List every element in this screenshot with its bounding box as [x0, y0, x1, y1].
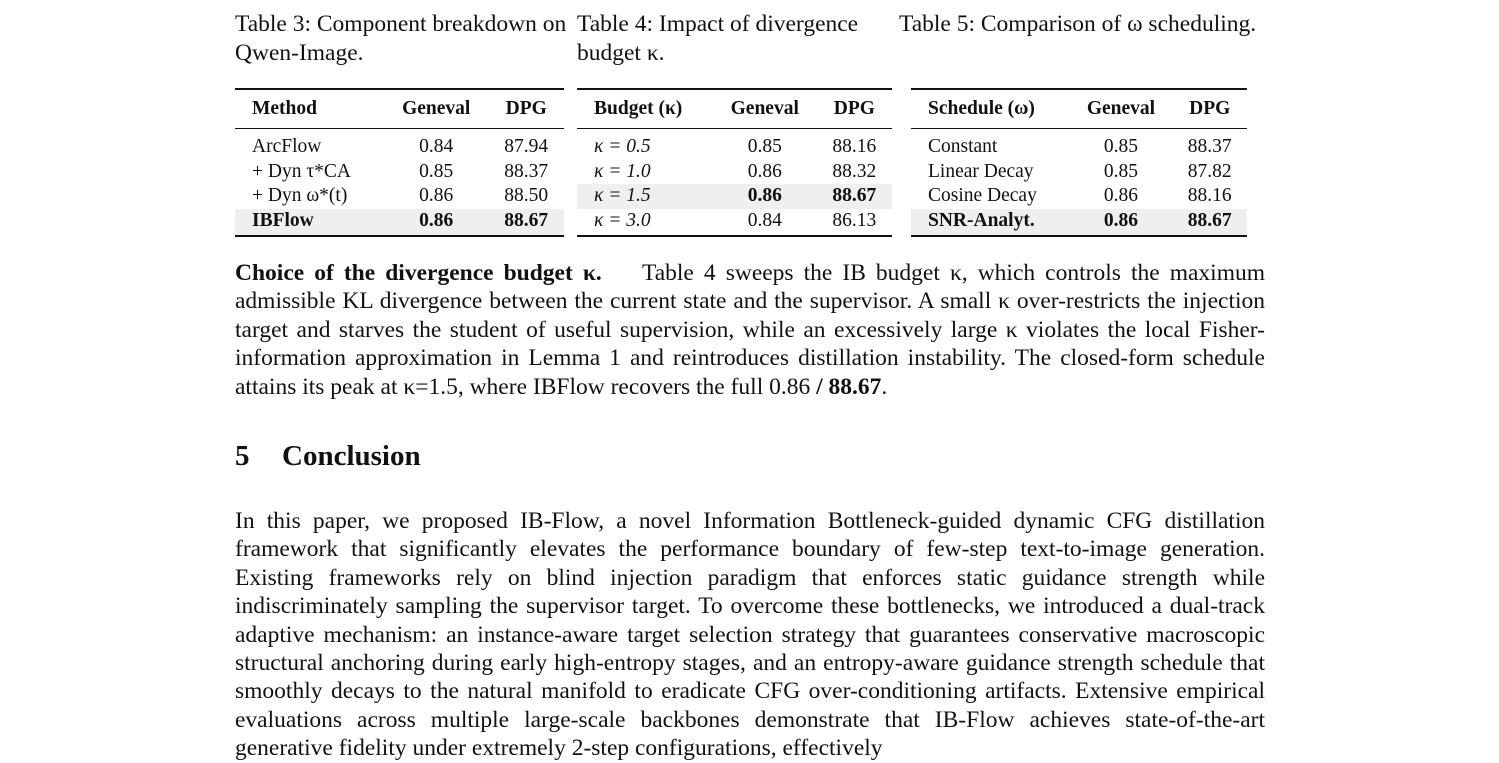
table3-dpg: 88.50 — [504, 185, 549, 206]
table4-dpg: 88.16 — [832, 136, 877, 157]
table5-dpg: 88.16 — [1187, 185, 1232, 206]
table4-geneval: 0.86 — [747, 160, 782, 182]
table5-geneval: 0.86 — [1070, 209, 1173, 237]
table5 — [911, 88, 1247, 237]
paragraph-heading: Choice of the divergence budget κ. — [235, 260, 602, 286]
table-row — [577, 209, 892, 237]
table4-budget: κ = 3.0 — [577, 209, 713, 237]
table4-dpg: 88.32 — [832, 160, 877, 182]
conclusion-paragraph: In this paper, we proposed IB-Flow, a novel Information Bottleneck-guided dynamic CFG distillation framework that significantly elevates the performance boundary of few-step text-to-image generation. Existing frameworks rely on blind injection paradigm that enforces static guidance strength while indiscriminately sampling the supervisor target. To overcome these bottlenecks, we introduced a dual-track adaptive mechanism: an instance-aware target selection strategy that guarantees conservative macroscopic structural anchoring during early high-entropy stages, and an entropy-aware guidance strength schedule that smoothly decays to the natural manifold to eradicate CFG over-conditioning artifacts. Extensive empirical evaluations across multiple large-scale backbones demonstrate that IB-Flow achieves state-of-the-art generative fidelity under extremely 2-step configurations, effectively — [235, 508, 1265, 762]
table4-geneval: 0.85 — [747, 136, 782, 157]
table3 — [235, 88, 564, 237]
table-row — [235, 160, 564, 185]
table5-dpg: 88.67 — [1172, 209, 1247, 237]
table4-header-budget: Budget (κ) — [577, 89, 713, 129]
table-row — [911, 160, 1247, 185]
table5-schedule: Cosine Decay — [928, 185, 1037, 206]
table4-block — [577, 10, 892, 68]
table3-header-geneval: Geneval — [384, 89, 488, 129]
table3-header-method: Method — [235, 89, 384, 129]
table4-header-dpg: DPG — [817, 89, 892, 129]
table4-geneval: 0.86 — [713, 184, 817, 209]
table5-caption: Table 5: Comparison of ω scheduling. — [899, 11, 1257, 37]
table-row-highlighted — [911, 209, 1247, 237]
table5-geneval: 0.85 — [1103, 136, 1139, 157]
table3-geneval: 0.85 — [419, 160, 454, 182]
table-row — [911, 129, 1247, 160]
table4-budget: κ = 1.5 — [577, 184, 713, 209]
table3-dpg: 87.94 — [504, 136, 549, 157]
table3-geneval: 0.84 — [419, 136, 454, 157]
section-title: Conclusion — [282, 440, 421, 472]
table5-schedule: SNR-Analyt. — [911, 209, 1070, 237]
table-row-highlighted — [235, 209, 564, 237]
table5-header-dpg: DPG — [1172, 89, 1247, 129]
table3-method: + Dyn ω*(t) — [252, 185, 348, 206]
section-number: 5 — [235, 440, 250, 472]
table-row-highlighted — [577, 184, 892, 209]
table4 — [577, 88, 892, 237]
table5-block — [899, 10, 1269, 39]
table3-method: IBFlow — [235, 209, 384, 237]
table-row — [577, 160, 892, 185]
table3-header-dpg: DPG — [488, 89, 564, 129]
table5-schedule: Constant — [928, 136, 998, 157]
section-heading — [235, 440, 421, 473]
paragraph-body: Table 4 sweeps the IB budget κ, which controls the maximum admissible KL divergence between the current state and the supervisor. A small κ over-restricts the injection target and starves the student of useful supervision, while an excessively large κ violates the local Fisher-information approximation in Lemma 1 and reintroduces distillation instability. The closed-form schedule attains its peak at κ=1.5, where IBFlow recovers the full 0.86 — [235, 260, 1266, 400]
table3-method: ArcFlow — [252, 136, 322, 157]
table4-budget: κ = 0.5 — [594, 136, 651, 157]
table5-geneval: 0.85 — [1103, 160, 1139, 182]
table3-caption: Table 3: Component breakdown on Qwen-Image. — [235, 11, 567, 66]
paragraph-bold-tail: / 88.67 — [816, 373, 882, 400]
table3-method: + Dyn τ*CA — [252, 160, 352, 182]
table4-caption: Table 4: Impact of divergence budget κ. — [577, 11, 859, 66]
table5-header-schedule: Schedule (ω) — [911, 89, 1070, 129]
table3-block — [235, 10, 570, 68]
table4-dpg: 86.13 — [817, 209, 892, 237]
paragraph-end: . — [881, 373, 888, 400]
table-row — [235, 129, 564, 160]
table3-geneval: 0.86 — [419, 185, 454, 206]
table5-header-geneval: Geneval — [1070, 89, 1173, 129]
table5-geneval: 0.86 — [1103, 185, 1139, 206]
table4-header-geneval: Geneval — [713, 89, 817, 129]
table3-dpg: 88.37 — [504, 160, 549, 182]
table-row — [577, 129, 892, 160]
table5-schedule: Linear Decay — [928, 160, 1034, 182]
table4-geneval: 0.84 — [713, 209, 817, 237]
table5-dpg: 87.82 — [1187, 160, 1232, 182]
table-row — [911, 184, 1247, 209]
paragraph-divergence-budget — [235, 259, 1265, 401]
table4-budget: κ = 1.0 — [594, 160, 651, 182]
table5-dpg: 88.37 — [1187, 136, 1232, 157]
table3-dpg: 88.67 — [488, 209, 564, 237]
table3-geneval: 0.86 — [384, 209, 488, 237]
table4-dpg: 88.67 — [817, 184, 892, 209]
table-row — [235, 184, 564, 209]
